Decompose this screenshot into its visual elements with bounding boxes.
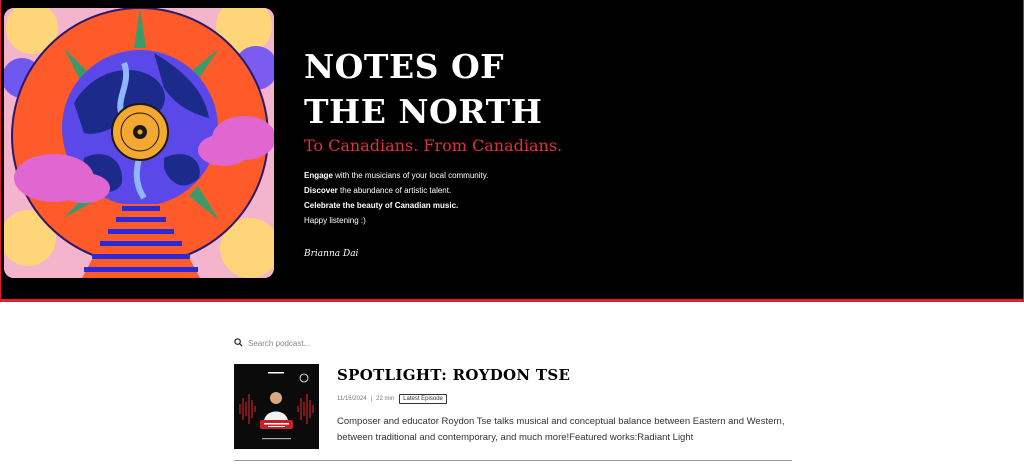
title-line-1: NOTES OF — [304, 47, 505, 86]
search-icon[interactable] — [234, 334, 243, 352]
description-blurb — [304, 168, 488, 228]
blurb-celebrate: Celebrate the beauty of Canadian music. — [304, 201, 459, 210]
latest-episode-badge: Latest Episode — [399, 394, 447, 404]
episode-duration: 22 min — [376, 396, 395, 402]
divider — [234, 460, 792, 461]
episode-meta — [337, 394, 447, 404]
author-signature: Brianna Dai — [304, 249, 359, 259]
episode-thumbnail[interactable] — [234, 364, 319, 449]
episode-description: Composer and educator Roydon Tse talks musical and conceptual balance between Eastern and Western, between traditional and contemporary, and much more!Featured works:Radiant Light — [337, 416, 785, 443]
podcast-cover-art — [4, 8, 274, 278]
blurb-discover-rest: the abundance of artistic talent. — [337, 186, 452, 195]
search-bar[interactable] — [234, 334, 448, 352]
title-line-2: THE NORTH — [304, 92, 543, 131]
tagline: To Canadians. From Canadians. — [304, 136, 563, 155]
blurb-discover: Discover — [304, 186, 338, 195]
blurb-happy-listening: Happy listening :) — [304, 216, 366, 225]
blurb-engage-rest: with the musicians of your local community. — [332, 171, 489, 180]
meta-separator: | — [370, 396, 373, 402]
search-input[interactable] — [248, 339, 448, 348]
episode-title[interactable]: SPOTLIGHT: ROYDON TSE — [337, 366, 571, 384]
blurb-engage: Engage — [304, 171, 333, 180]
podcast-title — [304, 44, 704, 134]
episode-date: 11/16/2024 — [337, 396, 367, 402]
